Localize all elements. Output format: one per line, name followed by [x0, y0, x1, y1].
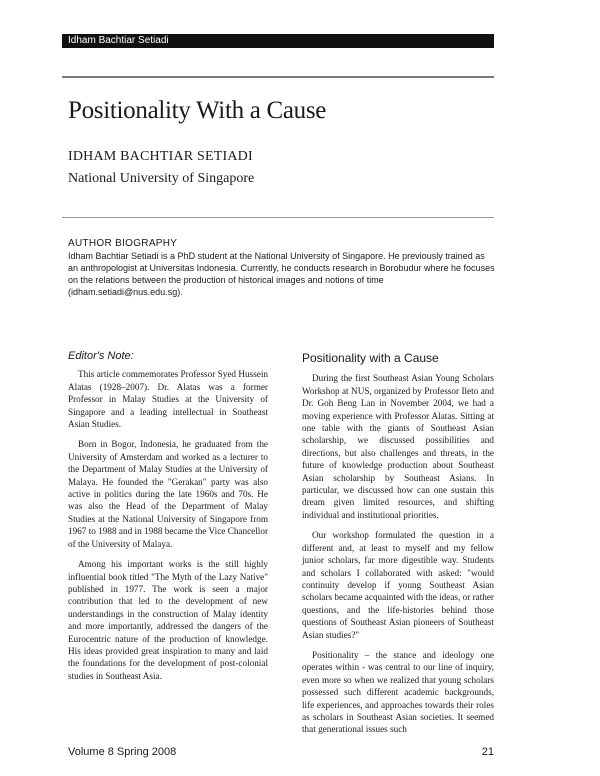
bio-text: Idham Bachtiar Setiadi is a PhD student at the National University of Singapore. He previously trained as an anthropologist at Universitas Indonesia. Currently, he conducts research in Borobudur where he focuses on the relations between the production of historical images and notions of time (idham.setiadi@nus.edu.sg).	[68, 251, 495, 297]
running-head: Idham Bachtiar Setiadi	[62, 34, 494, 48]
bio-heading: AUTHOR BIOGRAPHY	[68, 238, 178, 249]
body-paragraph: During the first Southeast Asian Young Scholars Workshop at NUS, organized by Professor Ileto and Dr. Goh Beng Lan in November 2004, we had a moving experience with Professor Alatas. Sitting at one table with the giants of Southeast Asian scholarship, we discussed possibilities and directions, but also challenges and threats, in the future of knowledge production about Southeast Asian scholarship by Southeast Asians. In particular, we discussed how can one sustain this dream given limited resources, and shifting individual and institutional priorities.	[302, 373, 494, 520]
editors-note-column	[68, 350, 268, 690]
editors-note-paragraph: This article commemorates Professor Syed Hussein Alatas (1928–2007). Dr. Alatas was a former Professor in Malay Studies at the University of Singapore and a leading intellectual in Southeast Asian Studies.	[68, 369, 268, 430]
main-text-column	[302, 352, 494, 744]
body-paragraph: Positionality – the stance and ideology one operates within - was central to our line of inquiry, even more so when we realized that young scholars possessed such different academic backgrounds, life experiences, and approaches towards their roles as scholars in Southeast Asian societies. It seemed that generational issues such	[302, 649, 494, 735]
author-name: IDHAM BACHTIAR SETIADI	[68, 149, 253, 164]
section-rule	[62, 217, 494, 218]
top-rule	[62, 76, 494, 78]
editors-note-heading: Editor's Note:	[68, 350, 134, 362]
page-number: 21	[481, 746, 494, 758]
article-title: Positionality With a Cause	[68, 97, 327, 124]
editors-note-paragraph: Among his important works is the still highly influential book titled "The Myth of the Lazy Native" published in 1977. The work is seen a major contribution that led to the development of new understandings in the construction of Malay identity and more importantly, addressed the dangers of the Eurocentric nature of the production of knowledge. His ideas provided great inspiration to many and laid the foundations for the development of post-colonial studies in Southeast Asia.	[68, 559, 268, 681]
body-paragraph: Our workshop formulated the question in a different and, at least to myself and my fellow junior scholars, far more digestible way. Students and scholars I collaborated with asked: "would continuity develop if young Southeast Asian scholars became acquainted with the ideas, or rather questions, and the life-histories behind those questions of Southeast Asian pioneers of Southeast Asian studies?"	[302, 530, 494, 640]
section-heading: Positionality with a Cause	[302, 351, 439, 365]
author-affiliation: National University of Singapore	[68, 171, 255, 186]
footer-volume: Volume 8 Spring 2008	[68, 746, 177, 758]
editors-note-paragraph: Born in Bogor, Indonesia, he graduated from the University of Amsterdam and worked as a lecturer to the Department of Malay Studies at the University of Malaya. He founded the "Gerakan" party was also active in politics during the late 1960s and 70s. He was also the Head of the Department of Malay Studies at the National University of Singapore from 1967 to 1988 and in 1988 became the Vice Chancellor of the University of Malaya.	[68, 439, 268, 549]
